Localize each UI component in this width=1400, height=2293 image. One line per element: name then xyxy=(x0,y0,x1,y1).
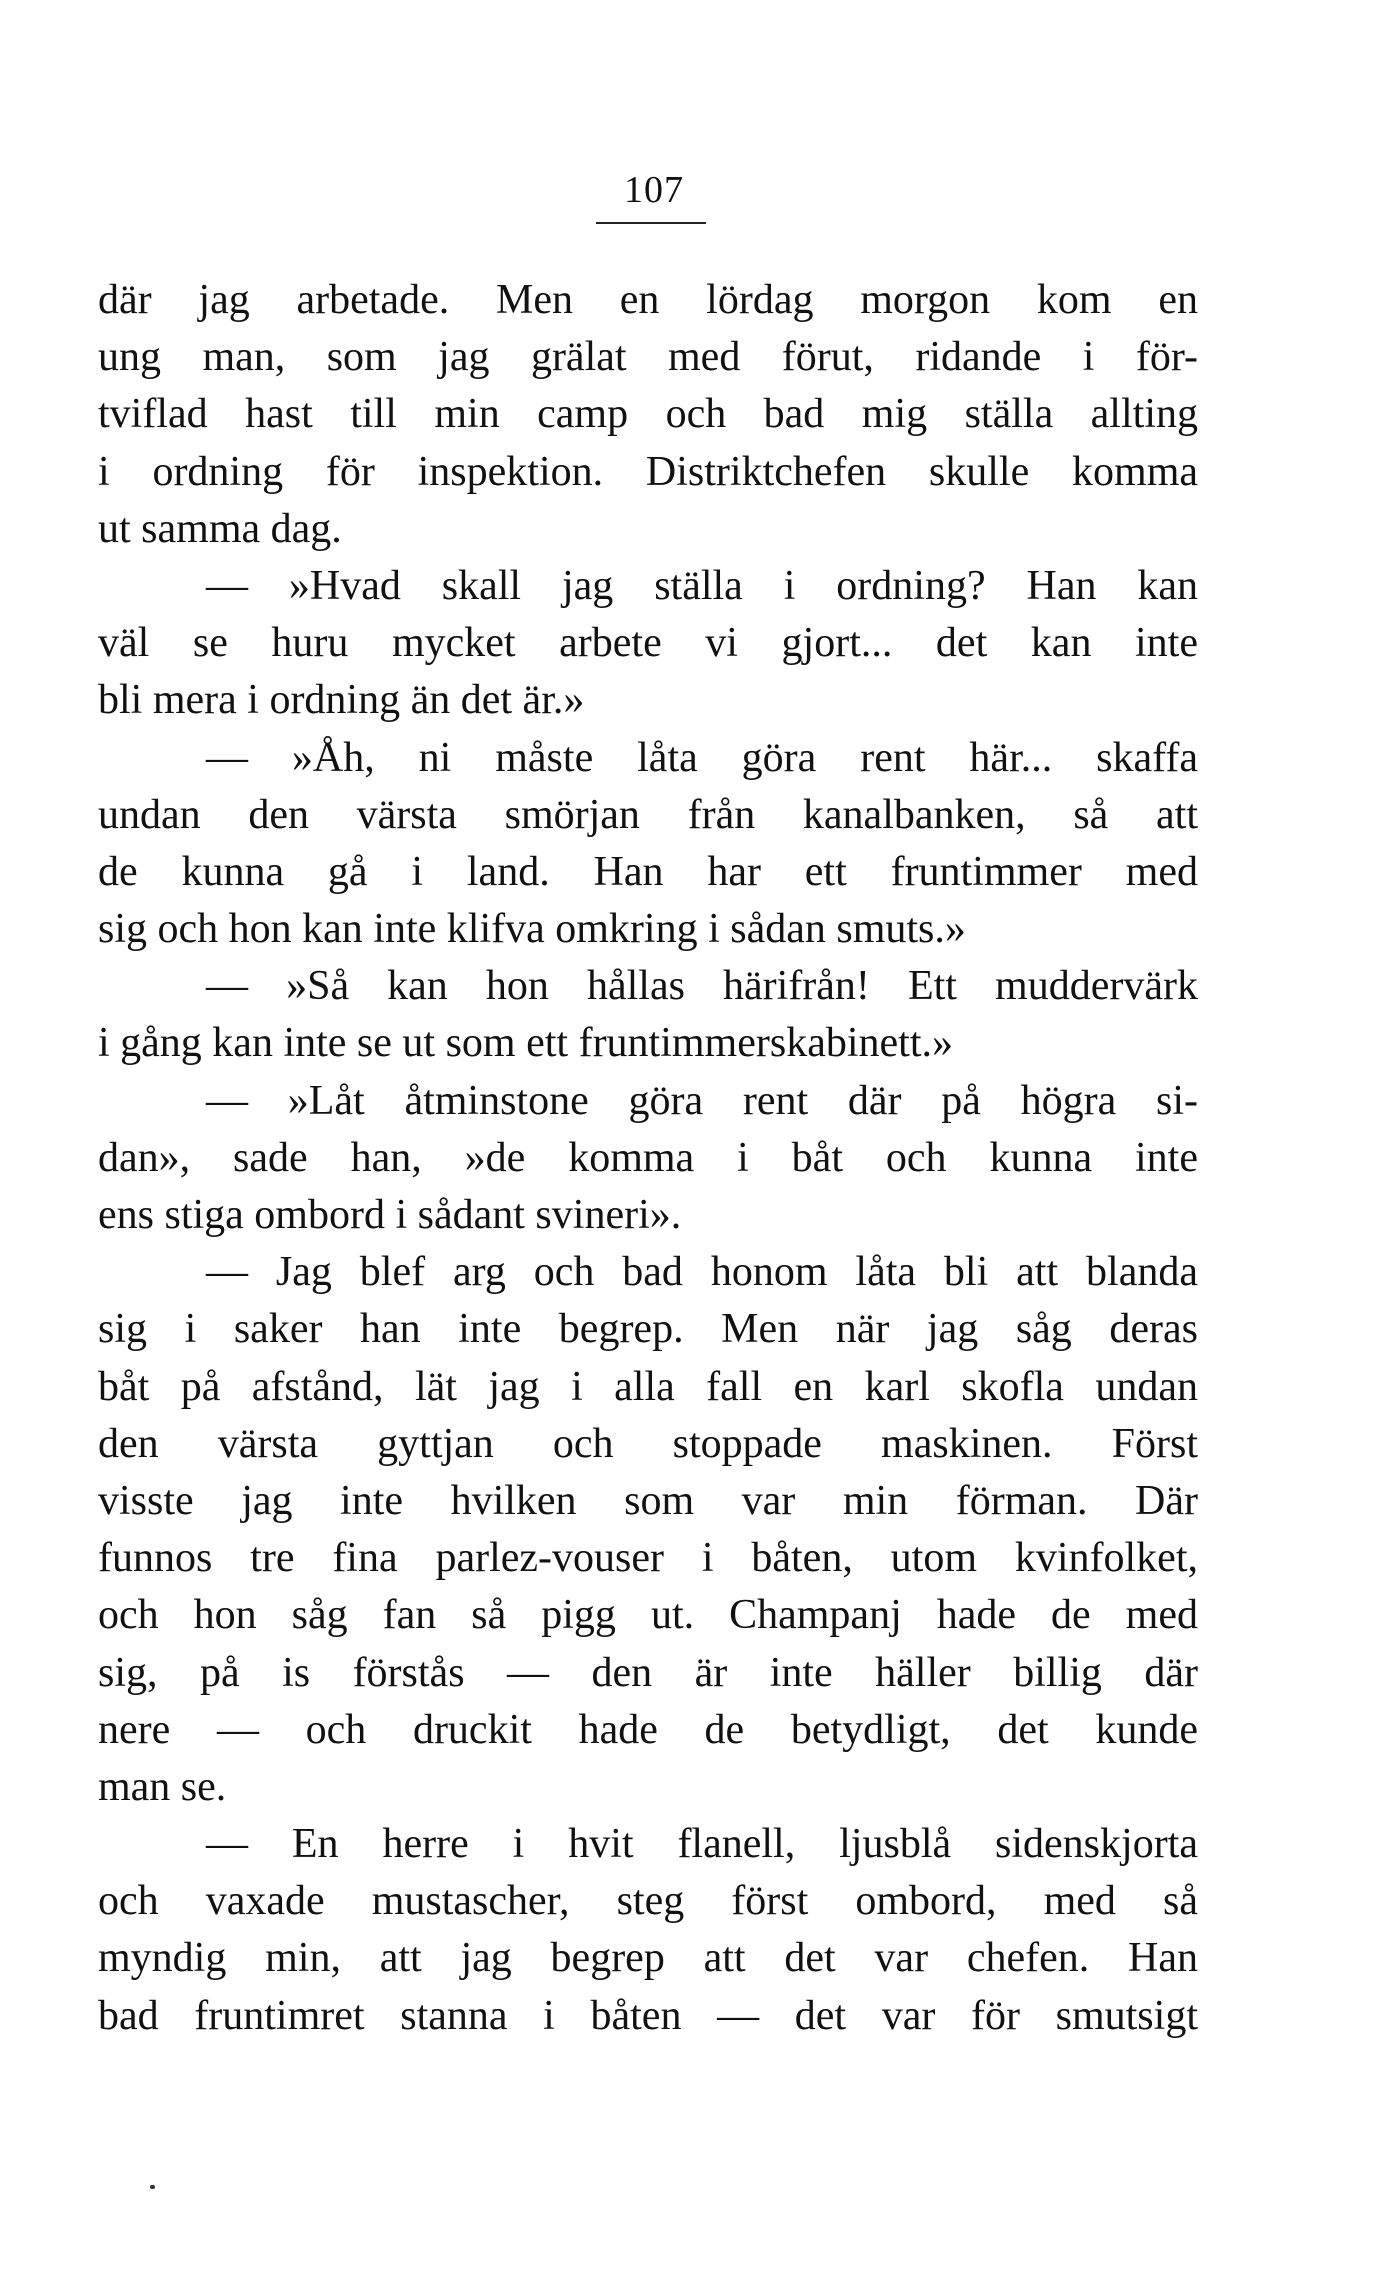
text-line: — »Så kan hon hållas härifrån! Ett muddervärk xyxy=(206,963,1198,1010)
text-line: — »Hvad skall jag ställa i ordning? Han kan xyxy=(206,562,1198,609)
text-line: funnos tre fina parlez-vouser i båten, utom kvinfolket, xyxy=(98,1535,1198,1582)
text-line: den värsta gyttjan och stoppade maskinen. Först xyxy=(98,1420,1198,1467)
page-number-rule xyxy=(596,222,706,224)
text-line: — »Låt åtminstone göra rent där på högra si- xyxy=(206,1077,1198,1124)
text-line: myndig min, att jag begrep att det var chefen. Han xyxy=(98,1935,1198,1982)
text-line: i ordning för inspektion. Distriktchefen skulle komma xyxy=(98,448,1198,495)
text-line: ut samma dag. xyxy=(98,505,342,552)
text-line: och hon såg fan så pigg ut. Champanj hade de med xyxy=(98,1592,1198,1639)
text-line: sig, på is förstås — den är inte häller billig där xyxy=(98,1649,1198,1696)
text-line: — »Åh, ni måste låta göra rent här... skaffa xyxy=(206,734,1198,781)
text-line: och vaxade mustascher, steg först ombord, med så xyxy=(98,1878,1198,1925)
text-line: ens stiga ombord i sådant svineri». xyxy=(98,1192,682,1238)
text-line: sig och hon kan inte klifva omkring i sådan smuts.» xyxy=(98,906,966,953)
text-line: bli mera i ordning än det är.» xyxy=(98,677,585,724)
text-line: — Jag blef arg och bad honom låta bli att blanda xyxy=(206,1249,1198,1296)
text-line: båt på afstånd, lät jag i alla fall en karl skofla undan xyxy=(98,1363,1198,1410)
text-line: bad fruntimret stanna i båten — det var för smutsigt xyxy=(98,1992,1198,2039)
text-line: tviflad hast till min camp och bad mig ställa allting xyxy=(98,391,1198,438)
page-number: 107 xyxy=(624,169,684,211)
text-line: sig i saker han inte begrep. Men när jag såg deras xyxy=(98,1306,1198,1353)
body-text xyxy=(98,272,1198,2045)
text-line: de kunna gå i land. Han har ett fruntimmer med xyxy=(98,848,1198,895)
text-line: — En herre i hvit flanell, ljusblå sidenskjorta xyxy=(206,1821,1198,1868)
text-line: nere — och druckit hade de betydligt, det kunde xyxy=(98,1706,1198,1753)
text-line: ung man, som jag grälat med förut, ridande i för- xyxy=(98,334,1198,381)
text-line: undan den värsta smörjan från kanalbanken, så att xyxy=(98,791,1198,838)
ink-speck xyxy=(150,2185,155,2189)
text-line: man se. xyxy=(98,1763,227,1810)
text-line: dan», sade han, »de komma i båt och kunna inte xyxy=(98,1134,1198,1181)
text-line: där jag arbetade. Men en lördag morgon kom en xyxy=(98,277,1198,323)
text-line: väl se huru mycket arbete vi gjort... det kan inte xyxy=(98,620,1198,667)
text-line: i gång kan inte se ut som ett fruntimmerskabinett.» xyxy=(98,1020,953,1067)
text-line: visste jag inte hvilken som var min förman. Där xyxy=(98,1477,1198,1524)
